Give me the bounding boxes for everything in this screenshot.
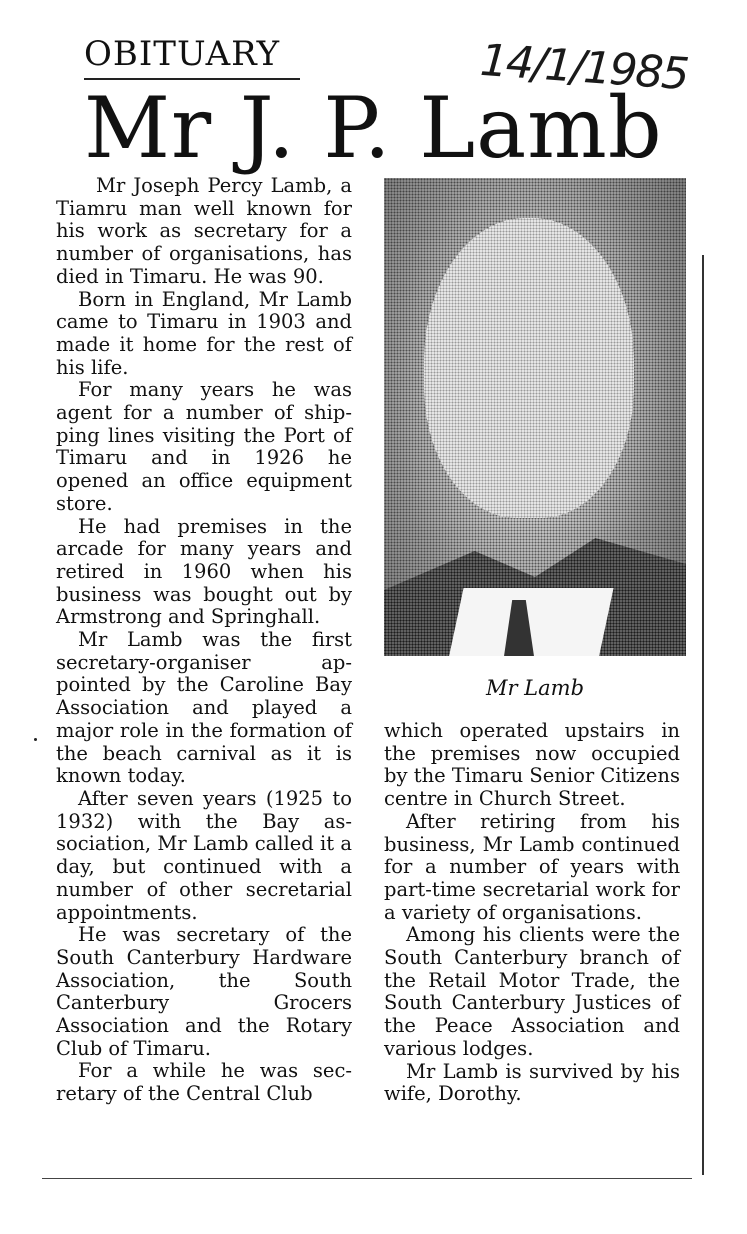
- paragraph: Mr Lamb is survived by his wife, Dorothy.: [384, 1059, 680, 1106]
- paragraph: Among his clients were the South Canterbury branch of the Retail Motor Trade, the South Canterbury Justices of the Peace Association and various lodges.: [384, 923, 680, 1060]
- section-heading: OBITUARY: [84, 34, 281, 74]
- paragraph: After seven years (1925 to 1932) with the Bay association, Mr Lamb called it a day, but continued with a number of other secretarial appointments.: [56, 786, 352, 924]
- article-column-1: [56, 175, 352, 1106]
- portrait-face: [424, 218, 634, 518]
- photo-caption: Mr Lamb: [485, 676, 585, 700]
- clipping-bottom-rule: [42, 1178, 692, 1179]
- handwritten-date: 14/1/1985: [478, 34, 690, 101]
- paragraph: For many years he was agent for a number of shipping lines visiting the Port of Timaru and in 1926 he opened an office equipment store.: [56, 378, 352, 515]
- print-speck: [34, 738, 37, 741]
- paragraph: Born in England, Mr Lamb came to Timaru in 1903 and made it home for the rest of his life.: [56, 287, 352, 379]
- paragraph: which operated upstairs in the premises now occupied by the Timaru Senior Citizens centre in Church Street.: [384, 719, 680, 811]
- paragraph: He was secretary of the South Canterbury Hardware Association, the South Canterbury Grocers Association and the Rotary Club of Timaru.: [56, 923, 352, 1060]
- paragraph: He had premises in the arcade for many years and retired in 1960 when his business was bought out by Armstrong and Springhall.: [56, 514, 352, 629]
- headline: Mr J. P. Lamb: [84, 79, 663, 177]
- clipping-edge-rule: [702, 255, 704, 1175]
- paragraph: Mr Lamb was the first secretary-organiser appointed by the Caroline Bay Association and played a major role in the formation of the beach carnival as it is known today.: [56, 628, 352, 788]
- paragraph: Mr Joseph Percy Lamb, a Tiamru man well known for his work as secretary for a number of organisations, has died in Timaru. He was 90.: [56, 174, 352, 288]
- portrait-photo: [384, 178, 686, 656]
- paragraph: For a while he was secretary of the Central Club: [56, 1059, 352, 1106]
- article-column-2: [384, 720, 680, 1106]
- paragraph: After retiring from his business, Mr Lamb continued for a number of years with part-time secretarial work for a variety of organisations.: [384, 809, 680, 924]
